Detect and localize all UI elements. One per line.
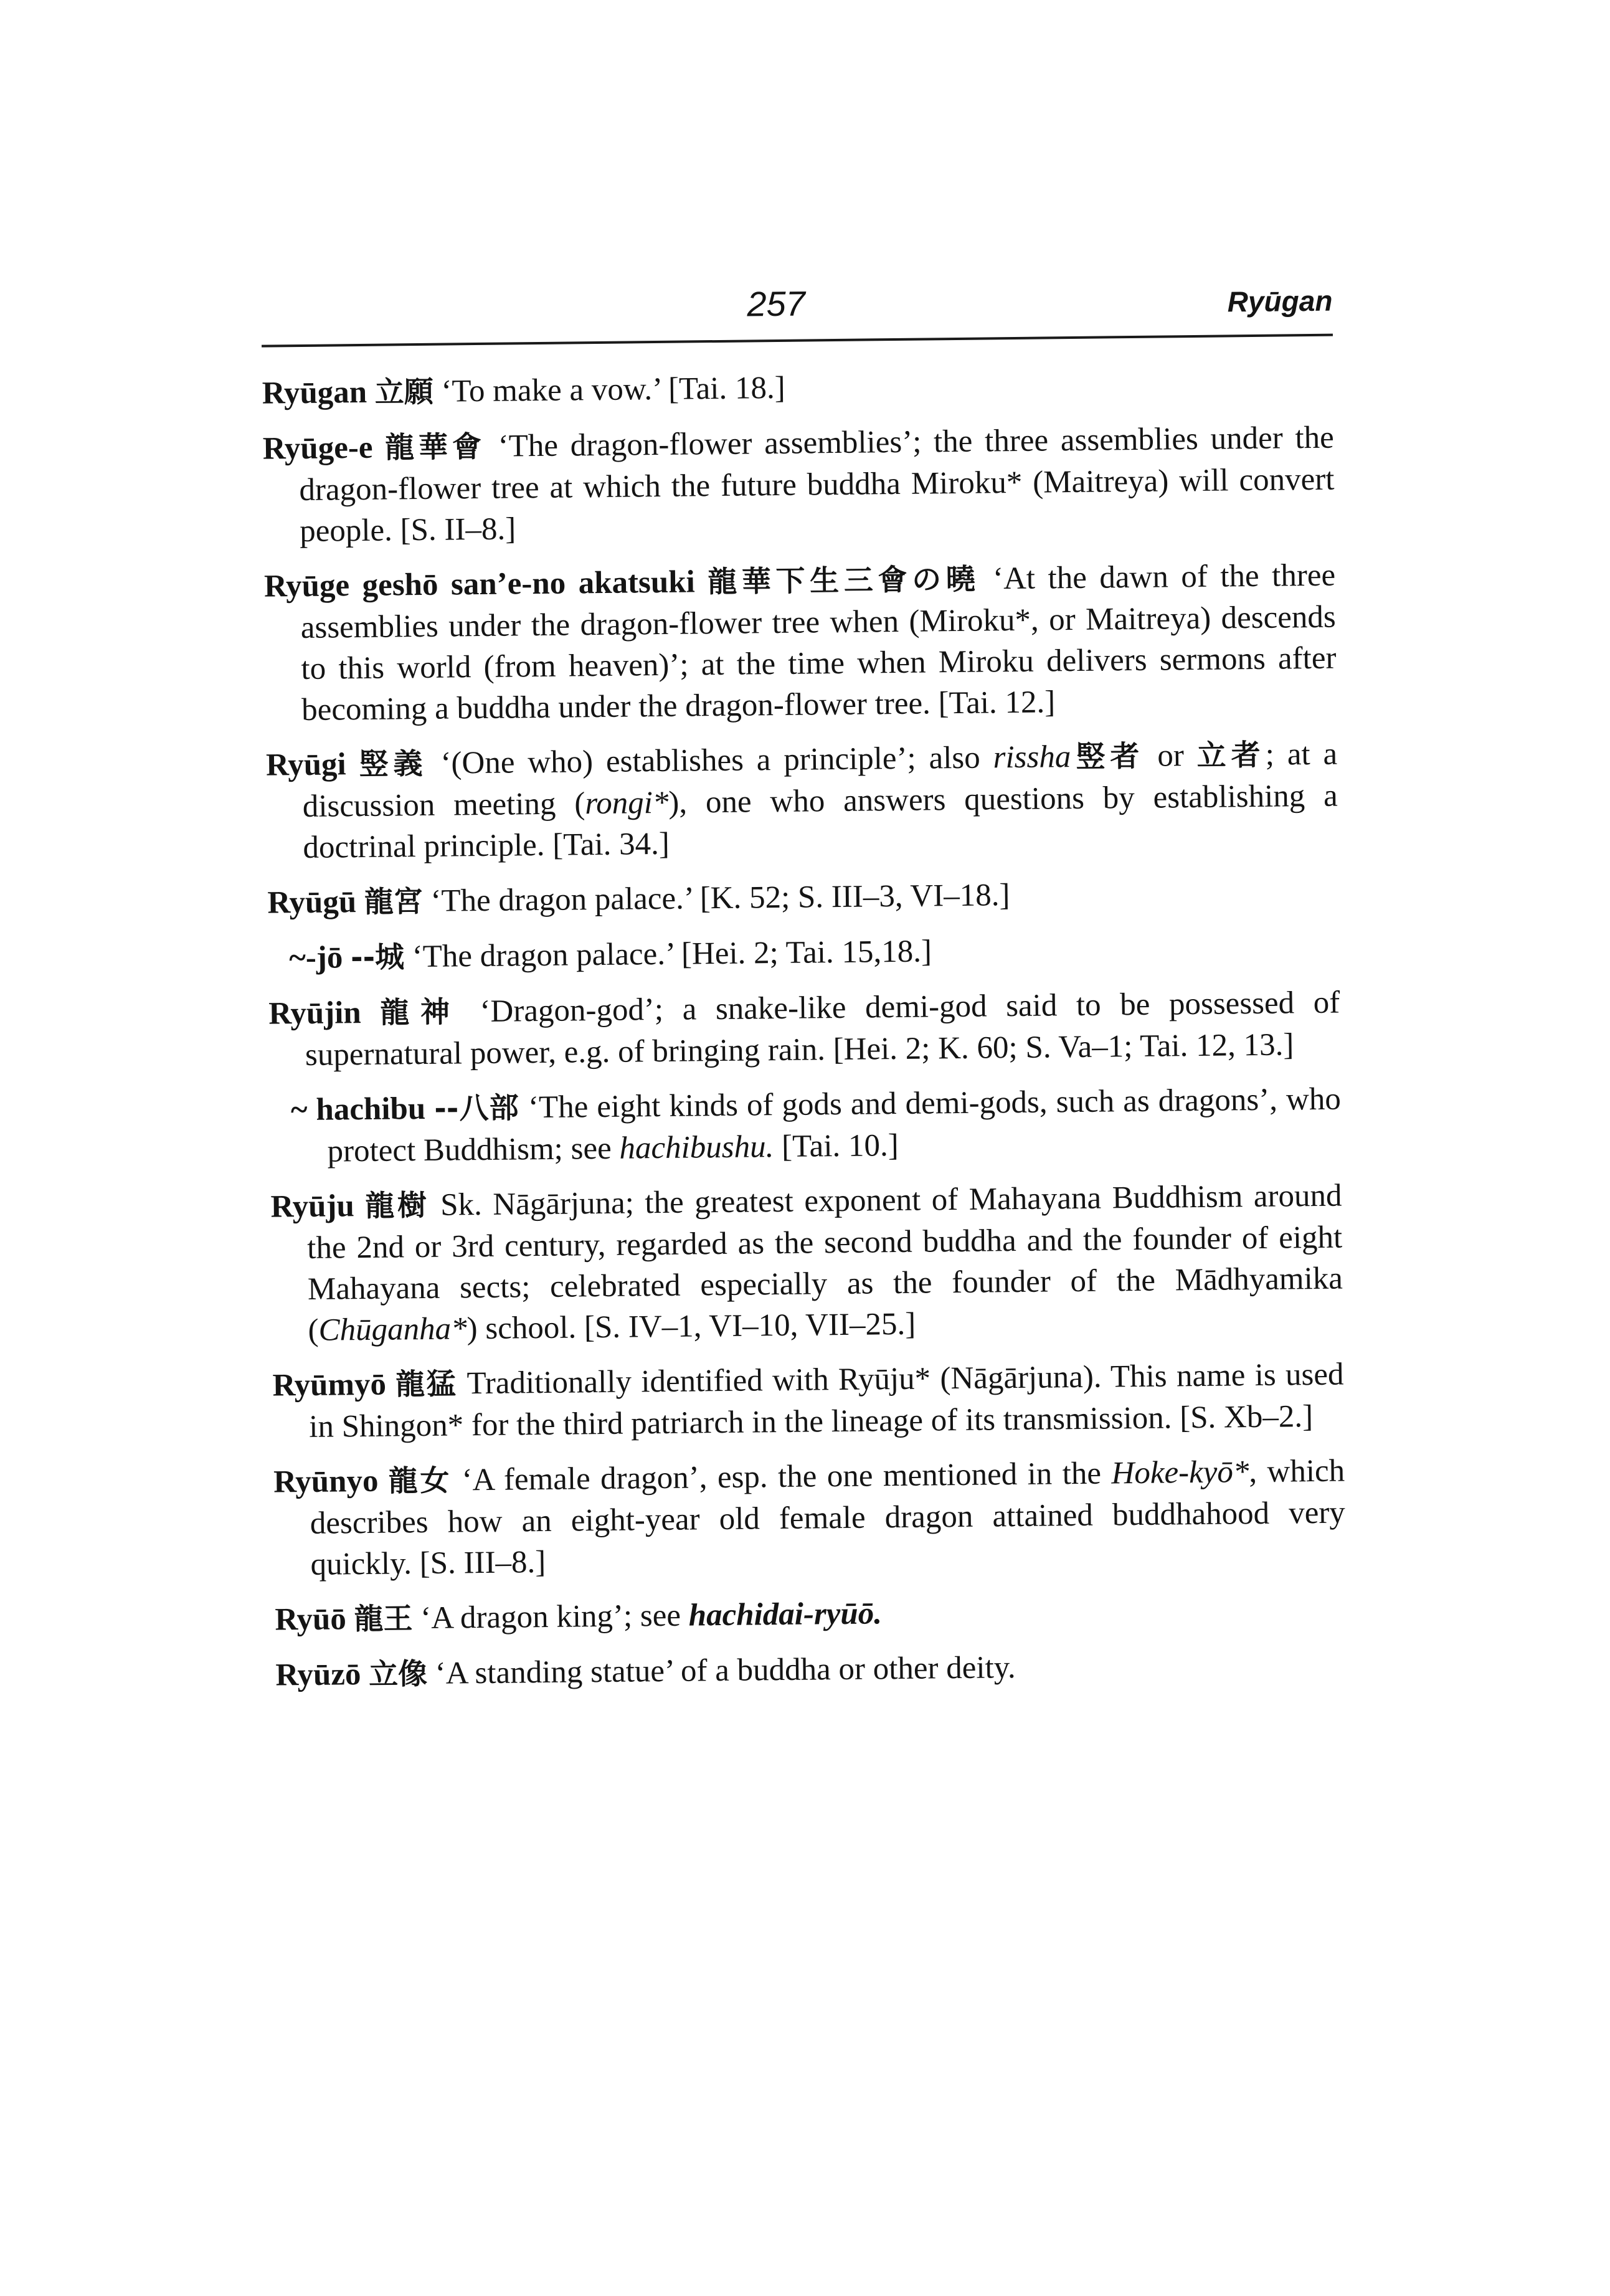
kanji: 龍華下生三會の曉 <box>707 562 980 600</box>
definition: Traditionally identified with Ryūju* (Nāgārjuna). This name is used in Shingon* for the third patriarch in the lineage of its transmission. <box>308 1357 1344 1444</box>
reference: [Tai. 18.] <box>668 370 785 407</box>
definition: ‘The dragon palace.’ <box>430 881 693 919</box>
reference: [S. II–8.] <box>400 511 516 548</box>
entry-ryuzo <box>275 1644 1347 1697</box>
romanized-term: Chūganha* <box>318 1311 467 1348</box>
entry-ryuge-e <box>262 417 1335 553</box>
kanji-alt: 竪者 <box>1071 739 1145 775</box>
kanji: 立像 <box>368 1656 428 1692</box>
headword: ~ hachibu <box>290 1091 426 1128</box>
definition-part: ‘A female dragon’, esp. the one mentioned in the <box>462 1456 1102 1498</box>
entry-ryumyo <box>272 1354 1344 1448</box>
reference: [S. III–8.] <box>419 1544 546 1582</box>
entry-ryujin <box>268 982 1340 1076</box>
dictionary-body <box>262 362 1347 1710</box>
definition-part: ; at a discussion meeting ( <box>302 736 1338 824</box>
entry-ryugu <box>267 871 1339 924</box>
kanji: 龍樹 <box>365 1188 430 1223</box>
kanji-alt-2: 立者 <box>1196 738 1266 773</box>
romanized-term: hachidai-ryūō. <box>688 1596 883 1633</box>
headword: Ryūzō <box>275 1657 361 1693</box>
headword: Ryūmyō <box>272 1367 387 1403</box>
headword: Ryūgi <box>265 747 346 783</box>
kanji: 龍華會 <box>384 429 486 465</box>
headword: Ryūgan <box>262 374 367 411</box>
kanji: 竪義 <box>359 746 428 782</box>
entry-ryugan <box>262 362 1334 415</box>
entry-ryuge-gesho <box>264 555 1337 731</box>
kanji: 龍王 <box>354 1601 413 1637</box>
definition-part: Sk. Nāgārjuna; the greatest exponent of Mahayana Buddhism around the 2nd or 3rd century, regarded as the second buddha and the founder of eight Mahayana sects; celebrated especially as the founder of the Mādhyamika ( <box>306 1178 1343 1348</box>
entry-ryugi <box>266 734 1338 869</box>
definition: ‘At the dawn of the three assemblies under the dragon-flower tree when (Miroku*, or Maitreya) descends to this world (from heaven)’; at the time when Miroku delivers sermons after becoming a buddha under the dragon-flower tree. <box>300 557 1337 728</box>
kanji: 龍女 <box>388 1463 452 1499</box>
definition: ‘Dragon-god’; a snake-like demi-god said to be possessed of supernatural power, e.g. of bringing rain. <box>305 985 1340 1073</box>
romanized-term: Hoke-kyō* <box>1111 1454 1249 1491</box>
definition: ‘The dragon palace.’ <box>412 936 674 975</box>
headword: Ryūjin <box>268 995 361 1032</box>
reference: [Tai. 10.] <box>781 1128 899 1164</box>
reference: [Tai. 12.] <box>938 685 1056 721</box>
reference: [S. IV–1, VI–10, VII–25.] <box>584 1306 916 1345</box>
definition-part: ‘The eight kinds of gods and demi-gods, such as dragons’, who protect Buddhism; see <box>327 1081 1342 1169</box>
definition-part: , which describes how an eight-year old female dragon attained buddhahood very quickly. <box>310 1453 1346 1582</box>
entry-ryunyo <box>273 1451 1346 1586</box>
kanji: --城 <box>350 940 405 975</box>
entry-ryujin-hachibu <box>291 1079 1342 1173</box>
definition-part: or <box>1157 738 1185 774</box>
kanji: 龍宮 <box>364 884 424 919</box>
headword: Ryūju <box>270 1188 355 1225</box>
running-head: Ryūgan <box>1227 284 1333 318</box>
definition-part: ), one who answers questions by establishing a doctrinal principle. <box>303 778 1338 865</box>
definition-part: ‘(One who) establishes a principle’; also <box>440 740 980 781</box>
reference: [Hei. 2; Tai. 15,18.] <box>681 934 932 972</box>
headword: ~-jō <box>289 940 343 976</box>
definition: ‘The dragon-flower assemblies’; the three assemblies under the dragon-flower tree at which the future buddha Miroku* (Maitreya) will convert people. <box>299 420 1335 549</box>
reference: [K. 52; S. III–3, VI–18.] <box>699 878 1010 916</box>
entry-ryuju <box>270 1175 1343 1352</box>
kanji: 龍猛 <box>395 1367 458 1402</box>
definition-part: ‘A dragon king’; see <box>420 1598 681 1636</box>
kanji: 龍神 <box>380 995 462 1030</box>
reference: [S. Xb–2.] <box>1179 1399 1314 1436</box>
headword: Ryūō <box>275 1601 347 1638</box>
page-number: 257 <box>747 283 806 324</box>
kanji: --八部 <box>434 1091 520 1126</box>
reference: [Tai. 34.] <box>552 826 670 863</box>
entry-ryugu-jo <box>289 927 1340 980</box>
headword: Ryūnyo <box>273 1463 379 1500</box>
reference: [Hei. 2; K. 60; S. Va–1; Tai. 12, 13.] <box>833 1027 1294 1068</box>
headword: Ryūge-e <box>262 430 373 467</box>
romanized-term: rongi* <box>584 785 669 822</box>
definition: ‘A standing statue’ of a buddha or other deity. <box>435 1650 1016 1691</box>
romanized-term: rissha <box>993 739 1071 776</box>
headword: Ryūge geshō san’e-no akatsuki <box>263 564 696 604</box>
definition-part: ) school. <box>466 1310 577 1347</box>
headword: Ryūgū <box>267 885 357 921</box>
kanji: 立願 <box>374 374 433 410</box>
definition: ‘To make a vow.’ <box>441 371 661 409</box>
romanized-term: hachibushu. <box>619 1129 774 1166</box>
entry-ryuo <box>275 1588 1347 1641</box>
